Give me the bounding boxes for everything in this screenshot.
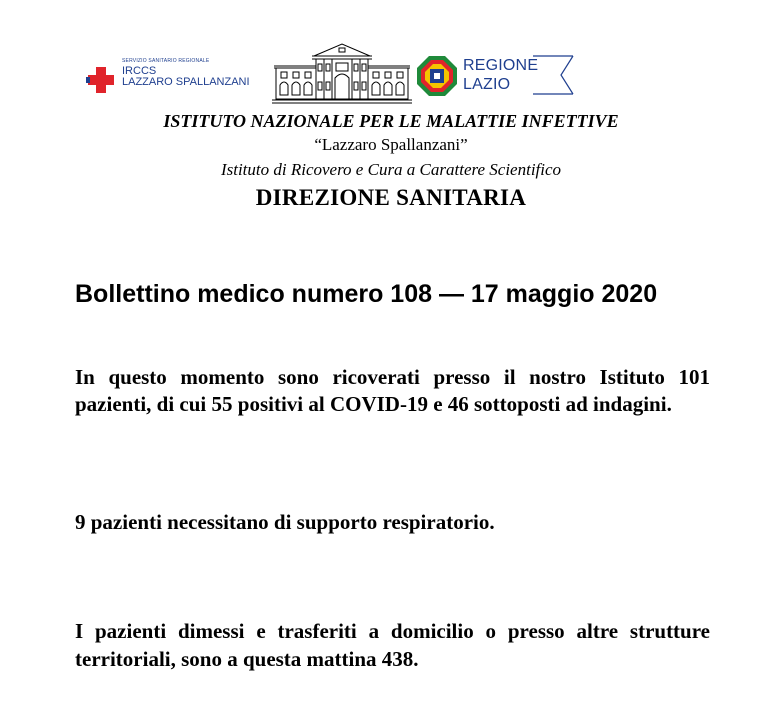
irccs-line-1: IRCCS: [122, 65, 157, 77]
irccs-spallanzani-logo: [86, 58, 266, 98]
regione-lazio-emblem-icon: [415, 54, 459, 98]
direction-heading: DIREZIONE SANITARIA: [255, 185, 527, 210]
regione-line-2: LAZIO: [463, 76, 511, 93]
irccs-logo-text: [122, 66, 250, 88]
institute-subtitle: Istituto di Ricovero e Cura a Carattere Scientifico: [220, 160, 562, 179]
institute-building-icon: [272, 40, 412, 104]
bulletin-paragraph-respiratory: 9 pazienti necessitano di supporto respiratorio.: [75, 510, 495, 534]
red-cross-icon: [86, 65, 116, 95]
bulletin-title: Bollettino medico numero 108 — 17 maggio 2020: [75, 280, 658, 308]
institute-short-name: “Lazzaro Spallanzani”: [314, 135, 468, 154]
bulletin-paragraph-discharged: I pazienti dimessi e trasferiti a domicilio o presso altre strutture territoriali, sono a questa mattina 438.: [75, 619, 710, 671]
bulletin-paragraph-hospitalized: In questo momento sono ricoverati presso il nostro Istituto 101 pazienti, di cui 55 positivi al COVID-19 e 46 sottoposti ad indagini.: [75, 365, 710, 416]
regione-lazio-chevron-icon: [533, 54, 577, 98]
institute-name-heading: ISTITUTO NAZIONALE PER LE MALATTIE INFETTIVE: [163, 111, 619, 131]
irccs-line-2: LAZZARO SPALLANZANI: [122, 76, 250, 88]
irccs-small-caption: SERVIZIO SANITARIO REGIONALE: [122, 58, 210, 64]
regione-lazio-logo: [415, 50, 585, 102]
regione-lazio-text: [463, 56, 538, 94]
regione-line-1: REGIONE: [463, 57, 539, 74]
